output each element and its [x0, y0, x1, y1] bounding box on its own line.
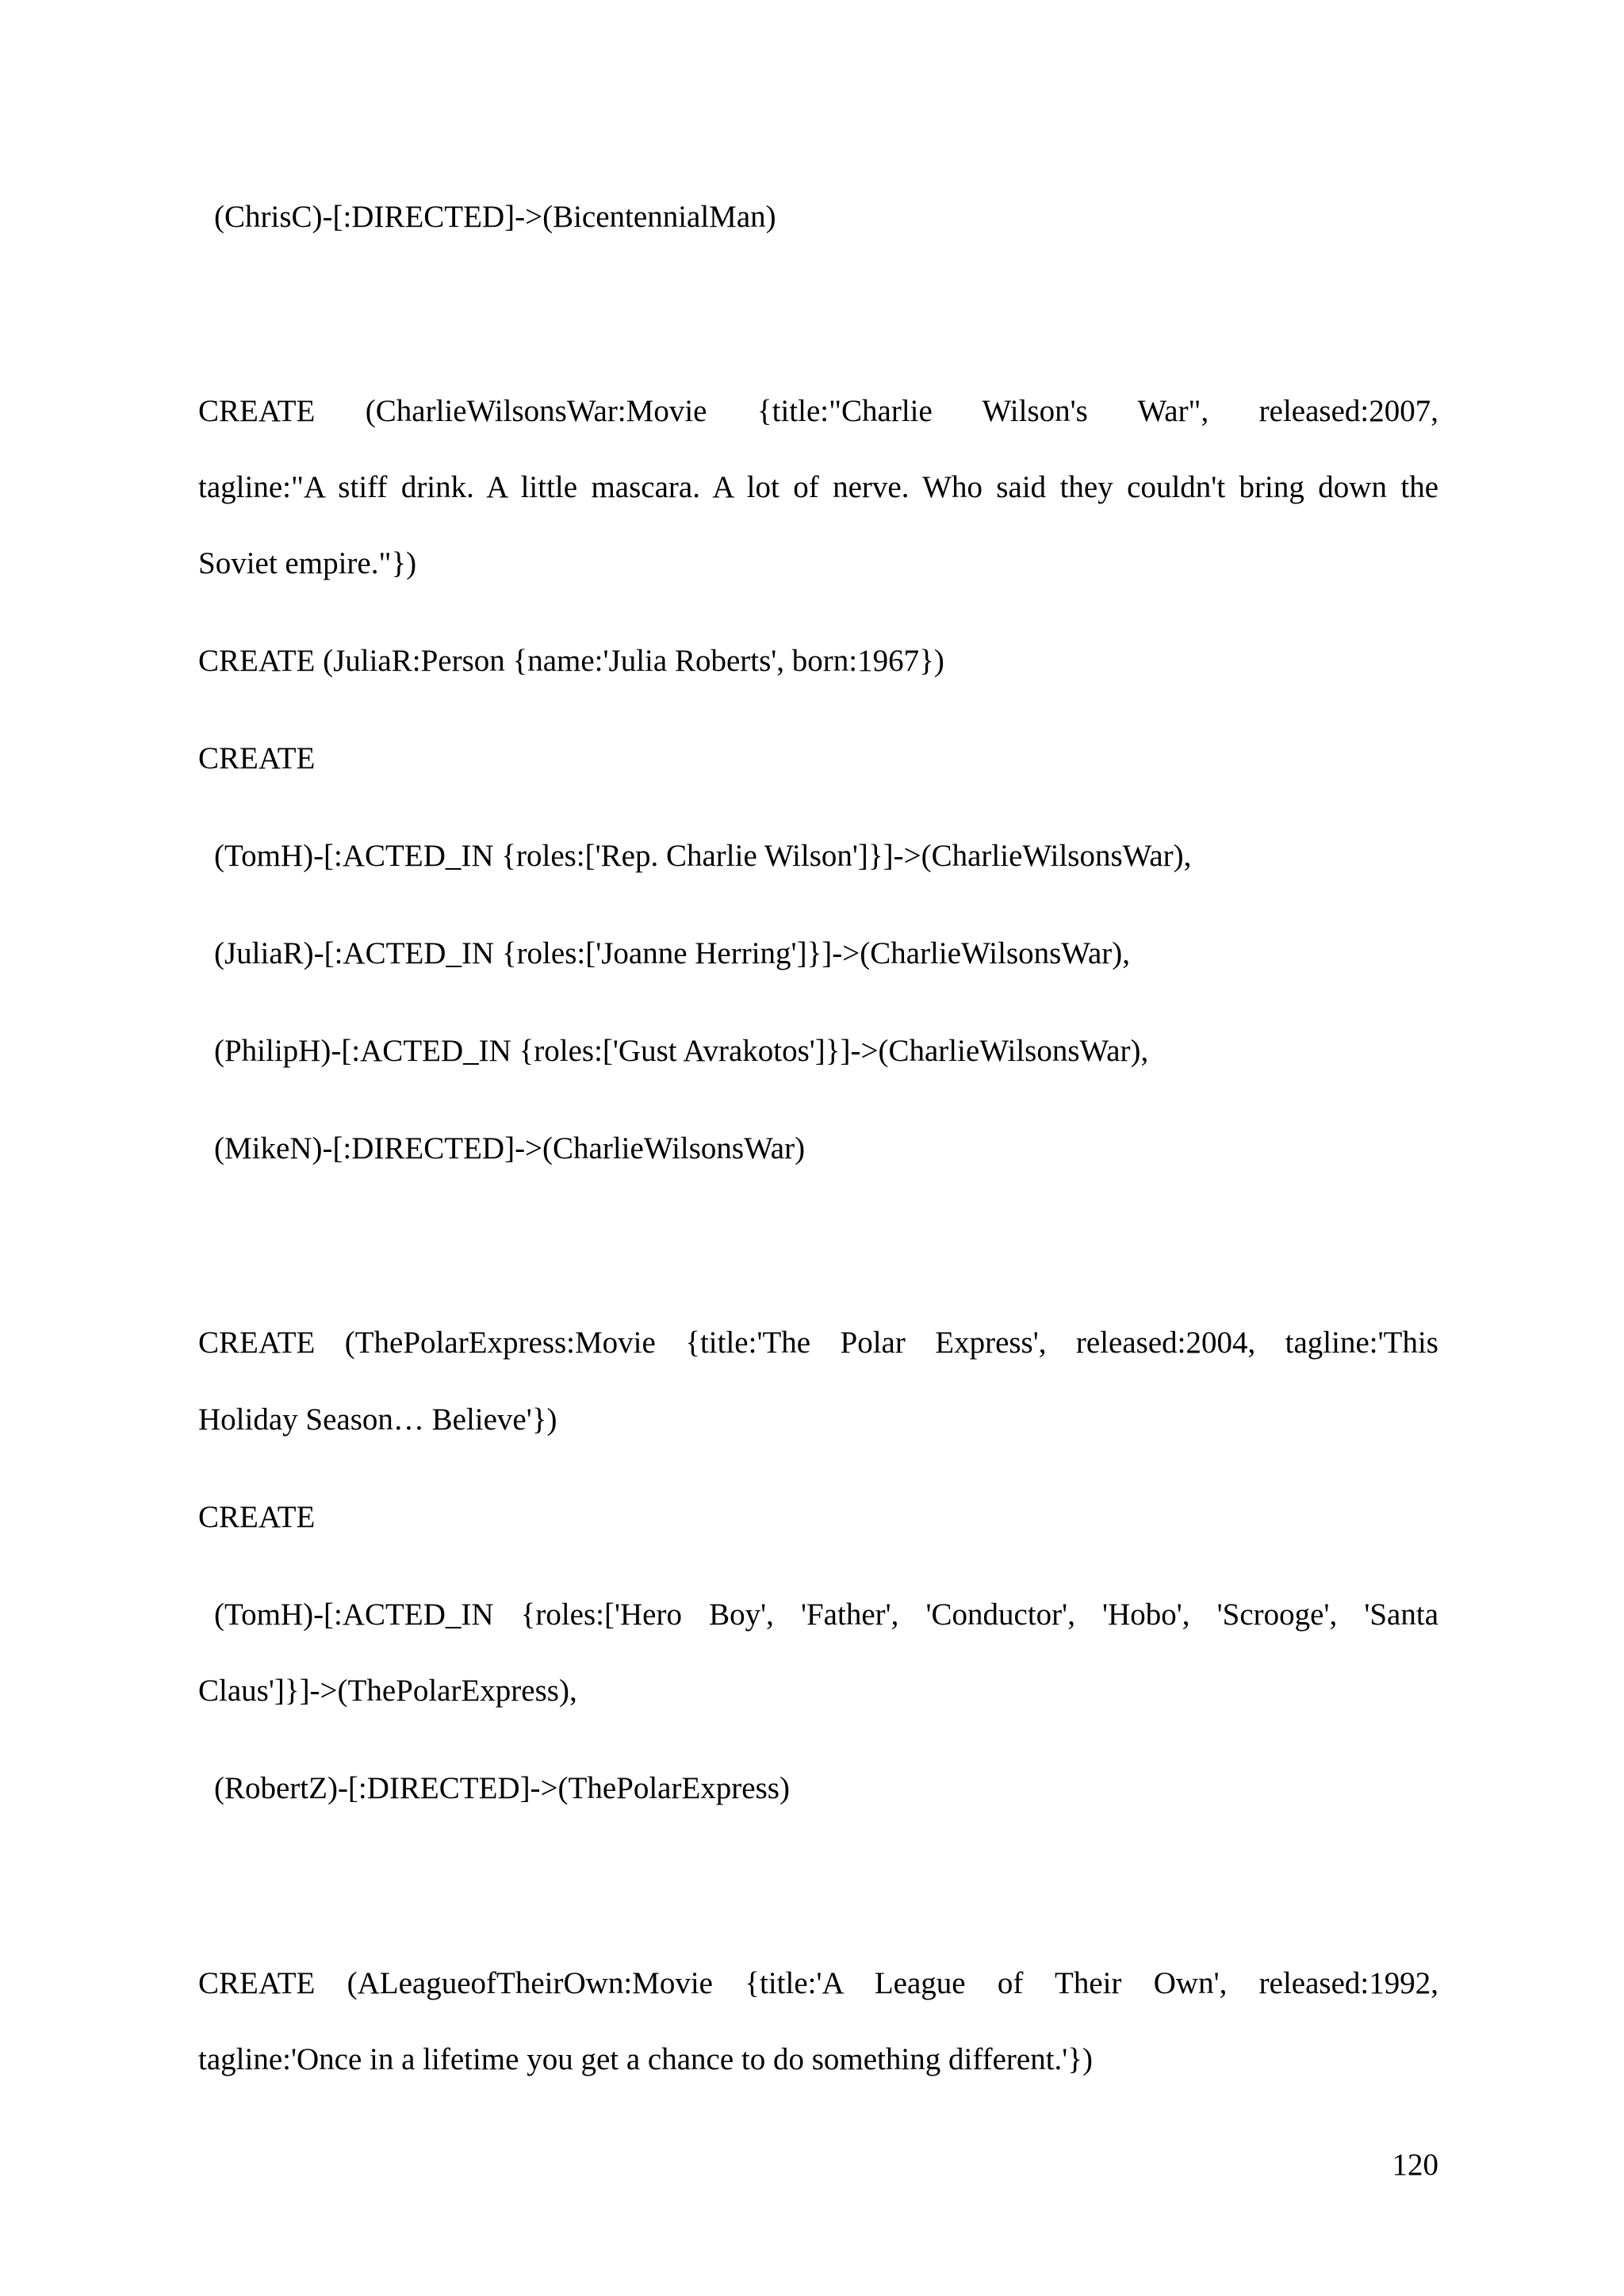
text-line: (RobertZ)-[:DIRECTED]->(ThePolarExpress): [214, 1771, 790, 1805]
text-line: CREATE (ThePolarExpress:Movie {title:'The Polar Express', released:2004, tagline:'This: [198, 1326, 1438, 1360]
text-line: Claus']}]->(ThePolarExpress),: [198, 1674, 577, 1708]
text-line: (MikeN)-[:DIRECTED]->(CharlieWilsonsWar): [214, 1131, 806, 1165]
text-line: tagline:"A stiff drink. A little mascara. A lot of nerve. Who said they couldn't bring down the: [198, 470, 1438, 504]
text-line: (JuliaR)-[:ACTED_IN {roles:['Joanne Herring']}]->(CharlieWilsonsWar),: [214, 936, 1131, 970]
page-number: 120: [1392, 2148, 1438, 2182]
text-line: CREATE: [198, 741, 316, 775]
text-line: CREATE (JuliaR:Person {name:'Julia Roberts', born:1967}): [198, 644, 944, 678]
text-line: tagline:'Once in a lifetime you get a chance to do something different.'}): [198, 2042, 1094, 2076]
text-line: Soviet empire."}): [198, 546, 417, 580]
text-line: CREATE (ALeagueofTheirOwn:Movie {title:'A League of Their Own', released:1992,: [198, 1966, 1438, 2000]
text-line: CREATE: [198, 1500, 316, 1534]
text-line: (PhilipH)-[:ACTED_IN {roles:['Gust Avrakotos']}]->(CharlieWilsonsWar),: [214, 1034, 1149, 1068]
text-line: (ChrisC)-[:DIRECTED]->(BicentennialMan): [214, 200, 776, 234]
text-line: CREATE (CharlieWilsonsWar:Movie {title:"Charlie Wilson's War", released:2007,: [198, 394, 1438, 428]
text-line: (TomH)-[:ACTED_IN {roles:['Rep. Charlie Wilson']}]->(CharlieWilsonsWar),: [214, 839, 1192, 873]
text-line: Holiday Season… Believe'}): [198, 1402, 557, 1437]
text-line: (TomH)-[:ACTED_IN {roles:['Hero Boy', 'Father', 'Conductor', 'Hobo', 'Scrooge', 'Santa: [214, 1598, 1438, 1632]
